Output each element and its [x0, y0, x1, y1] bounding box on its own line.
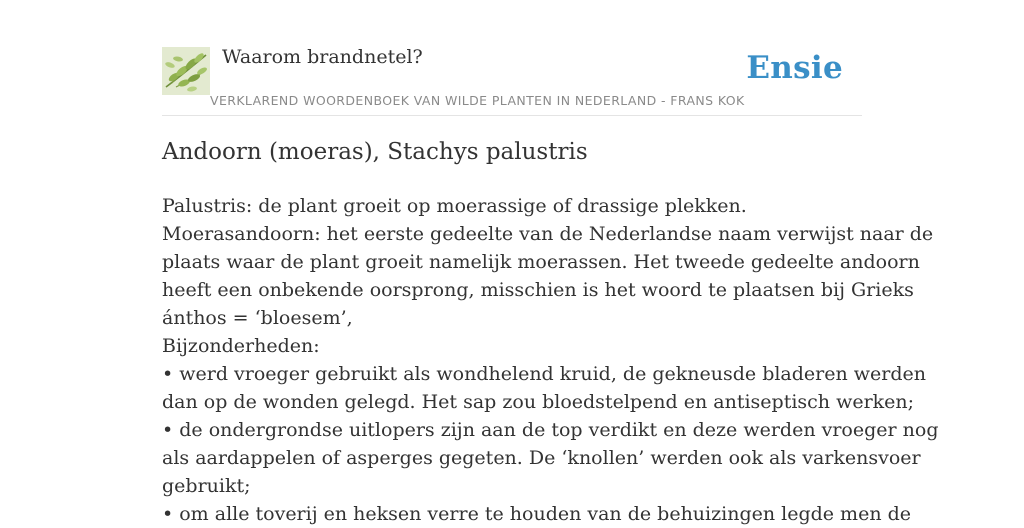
- body-line: dan op de wonden gelegd. Het sap zou bloedstelpend en antiseptisch werken;: [162, 391, 915, 413]
- leaf-illustration-icon: [162, 47, 210, 95]
- body-line: • de ondergrondse uitlopers zijn aan de top verdikt en deze werden vroeger nog: [162, 419, 939, 441]
- body-line: ánthos = ‘bloesem’,: [162, 307, 353, 329]
- body-line: Palustris: de plant groeit op moerassige of drassige plekken.: [162, 195, 747, 217]
- body-line: gebruikt;: [162, 475, 251, 497]
- body-line: als aardappelen of asperges gegeten. De ‘knollen’ werden ook als varkensvoer: [162, 447, 921, 469]
- body-line: Bijzonderheden:: [162, 335, 320, 357]
- ensie-logo[interactable]: Ensie: [746, 50, 843, 86]
- book-header: [162, 40, 862, 116]
- book-subtitle[interactable]: VERKLAREND WOORDENBOEK VAN WILDE PLANTEN IN NEDERLAND - FRANS KOK: [210, 93, 745, 108]
- book-avatar[interactable]: [162, 47, 210, 95]
- body-line: • om alle toverij en heksen verre te houden van de behuizingen legde men de: [162, 503, 911, 525]
- body-line: Moerasandoorn: het eerste gedeelte van de Nederlandse naam verwijst naar de: [162, 223, 934, 245]
- entry-body: [162, 192, 939, 528]
- body-line: plaats waar de plant groeit namelijk moerassen. Het tweede gedeelte andoorn: [162, 251, 920, 273]
- body-line: heeft een onbekende oorsprong, misschien is het woord te plaatsen bij Grieks: [162, 279, 914, 301]
- entry-title: Andoorn (moeras), Stachys palustris: [162, 139, 588, 165]
- book-title[interactable]: Waarom brandnetel?: [222, 46, 423, 68]
- body-line: • werd vroeger gebruikt als wondhelend kruid, de gekneusde bladeren werden: [162, 363, 926, 385]
